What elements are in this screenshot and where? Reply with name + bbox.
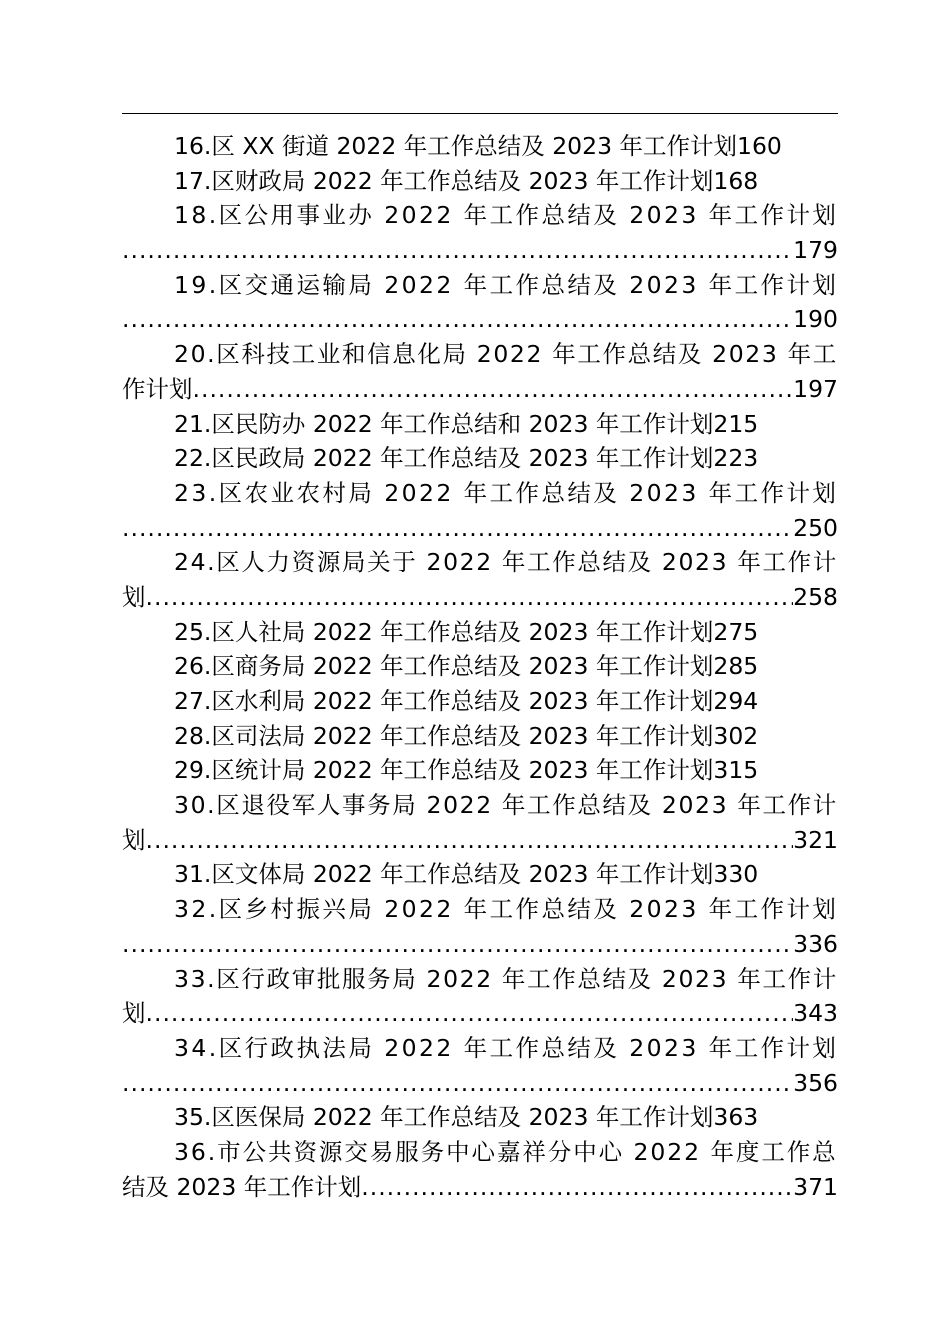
toc-entry-title-continued: 结及 2023 年工作计划: [122, 1172, 362, 1201]
toc-entry-line: [122, 649, 838, 684]
toc-entry-title: 36.市公共资源交易服务中心嘉祥分中心 2022 年度工作总: [174, 1137, 838, 1166]
toc-entry-title: 24.区人力资源局关于 2022 年工作总结及 2023 年工作计: [174, 548, 838, 577]
toc-entry-line: [122, 788, 838, 823]
toc-entry-line: [122, 268, 838, 303]
toc-entry-line: [122, 1135, 838, 1170]
toc-entry[interactable]: [122, 684, 838, 719]
toc-dot-leader: [122, 1066, 793, 1101]
toc-page-number: 302: [713, 721, 759, 750]
table-of-contents: [122, 129, 838, 1204]
toc-dot-leader: [122, 233, 793, 268]
toc-entry-line: [122, 302, 838, 337]
toc-entry[interactable]: [122, 719, 838, 754]
toc-page-number: 190: [793, 305, 838, 334]
toc-entry-title: 22.区民政局 2022 年工作总结及 2023 年工作计划: [174, 444, 714, 473]
toc-page-number: 330: [713, 860, 759, 889]
toc-page-number: 336: [793, 929, 838, 958]
toc-page-number: 285: [713, 652, 759, 681]
toc-entry-title: 16.区 XX 街道 2022 年工作总结及 2023 年工作计划: [174, 132, 738, 160]
toc-entry-title: 35.区医保局 2022 年工作总结及 2023 年工作计划: [174, 1103, 714, 1132]
toc-page-number: 315: [713, 756, 759, 785]
toc-entry[interactable]: [122, 164, 838, 199]
toc-page-number: 258: [793, 582, 838, 611]
toc-entry-title: 33.区行政审批服务局 2022 年工作总结及 2023 年工作计: [174, 964, 838, 993]
toc-entry-line: [122, 476, 838, 511]
toc-entry-title: 31.区文体局 2022 年工作总结及 2023 年工作计划: [174, 860, 714, 889]
toc-entry[interactable]: [122, 198, 838, 267]
toc-page-number: 215: [713, 409, 759, 438]
toc-entry-line: [122, 372, 838, 407]
toc-page-number: 168: [713, 166, 759, 195]
toc-entry[interactable]: [122, 615, 838, 650]
toc-entry[interactable]: [122, 649, 838, 684]
toc-entry-title-continued: 作计划: [122, 374, 193, 403]
toc-page-number: 179: [793, 236, 838, 265]
toc-entry-line: [122, 962, 838, 997]
toc-page-number: 356: [793, 1068, 838, 1097]
toc-entry-title: 17.区财政局 2022 年工作总结及 2023 年工作计划: [174, 166, 714, 195]
toc-entry[interactable]: [122, 857, 838, 892]
toc-entry-line: [122, 129, 838, 164]
toc-entry[interactable]: [122, 129, 838, 164]
toc-entry-line: [122, 996, 838, 1031]
toc-entry-line: [122, 892, 838, 927]
toc-page-number: 343: [793, 999, 838, 1028]
toc-dot-leader: [146, 580, 794, 615]
toc-entry-line: [122, 1031, 838, 1066]
toc-entry-line: [122, 927, 838, 962]
toc-entry-title: 20.区科技工业和信息化局 2022 年工作总结及 2023 年工: [174, 340, 838, 369]
toc-entry-line: [122, 719, 838, 754]
toc-entry[interactable]: [122, 1135, 838, 1204]
toc-entry-line: [122, 857, 838, 892]
toc-entry[interactable]: [122, 476, 838, 545]
toc-page-number: 275: [713, 617, 759, 646]
toc-entry-line: [122, 407, 838, 442]
toc-page-number: 321: [793, 825, 838, 854]
header-rule: [122, 113, 838, 114]
toc-entry-line: [122, 823, 838, 858]
toc-entry-line: [122, 1170, 838, 1205]
toc-entry-line: [122, 684, 838, 719]
toc-entry[interactable]: [122, 1031, 838, 1100]
toc-entry-title: 19.区交通运输局 2022 年工作总结及 2023 年工作计划: [174, 270, 838, 299]
toc-entry[interactable]: [122, 788, 838, 857]
toc-page-number: 197: [793, 374, 838, 403]
toc-dot-leader: [122, 511, 793, 546]
toc-page-number: 250: [793, 513, 838, 542]
toc-dot-leader: [193, 372, 794, 407]
toc-entry-line: [122, 1100, 838, 1135]
toc-page-number: 160: [737, 132, 782, 160]
toc-entry-line: [122, 1066, 838, 1101]
toc-entry-line: [122, 511, 838, 546]
toc-entry[interactable]: [122, 337, 838, 406]
toc-entry-line: [122, 164, 838, 199]
toc-entry-title: 25.区人社局 2022 年工作总结及 2023 年工作计划: [174, 617, 714, 646]
toc-entry[interactable]: [122, 1100, 838, 1135]
toc-dot-leader: [122, 302, 793, 337]
toc-entry-line: [122, 233, 838, 268]
toc-entry-title-continued: 划: [122, 999, 146, 1028]
toc-entry-line: [122, 441, 838, 476]
toc-page-number: 223: [713, 444, 759, 473]
toc-entry-title-continued: 划: [122, 825, 146, 854]
toc-entry[interactable]: [122, 753, 838, 788]
toc-entry-line: [122, 545, 838, 580]
toc-entry-title: 21.区民防办 2022 年工作总结和 2023 年工作计划: [174, 409, 714, 438]
toc-entry[interactable]: [122, 545, 838, 614]
toc-entry-line: [122, 198, 838, 233]
toc-page-number: 363: [713, 1103, 759, 1132]
toc-entry-title: 28.区司法局 2022 年工作总结及 2023 年工作计划: [174, 721, 714, 750]
toc-page-number: 371: [793, 1172, 838, 1201]
toc-entry-title: 34.区行政执法局 2022 年工作总结及 2023 年工作计划: [174, 1033, 838, 1062]
toc-entry[interactable]: [122, 441, 838, 476]
toc-dot-leader: [122, 927, 793, 962]
toc-entry-line: [122, 580, 838, 615]
toc-dot-leader: [361, 1170, 793, 1205]
toc-entry[interactable]: [122, 268, 838, 337]
toc-entry[interactable]: [122, 892, 838, 961]
toc-entry-title: 29.区统计局 2022 年工作总结及 2023 年工作计划: [174, 756, 714, 785]
toc-entry-title: 18.区公用事业办 2022 年工作总结及 2023 年工作计划: [174, 201, 838, 230]
toc-entry-title-continued: 划: [122, 582, 146, 611]
toc-entry-title: 26.区商务局 2022 年工作总结及 2023 年工作计划: [174, 652, 714, 681]
toc-entry[interactable]: [122, 407, 838, 442]
toc-page-number: 294: [713, 687, 759, 715]
toc-entry-line: [122, 753, 838, 788]
toc-entry-line: [122, 615, 838, 650]
toc-entry-title: 30.区退役军人事务局 2022 年工作总结及 2023 年工作计: [174, 791, 838, 820]
toc-entry-line: [122, 337, 838, 372]
toc-entry-title: 23.区农业农村局 2022 年工作总结及 2023 年工作计划: [174, 478, 838, 507]
toc-dot-leader: [146, 996, 794, 1031]
toc-entry-title: 32.区乡村振兴局 2022 年工作总结及 2023 年工作计划: [174, 895, 838, 924]
toc-entry[interactable]: [122, 962, 838, 1031]
toc-dot-leader: [146, 823, 794, 858]
toc-entry-title: 27.区水利局 2022 年工作总结及 2023 年工作计划: [174, 687, 714, 715]
